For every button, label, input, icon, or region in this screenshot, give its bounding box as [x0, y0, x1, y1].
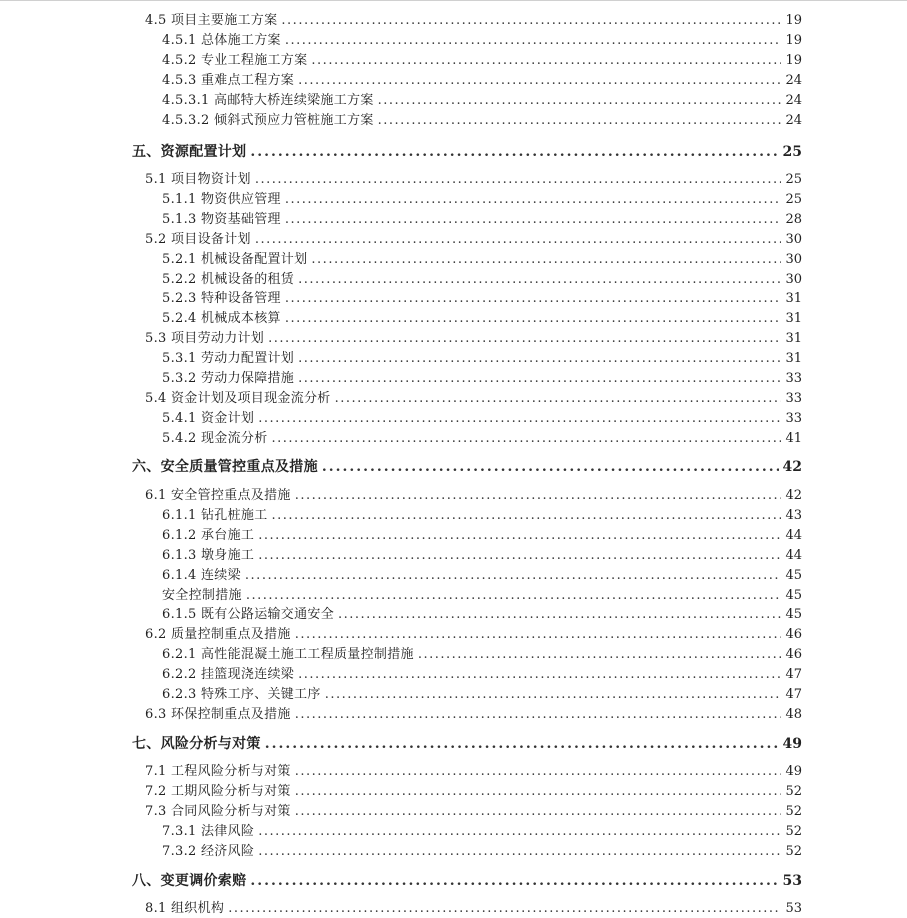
- toc-entry-title: 6.1.2 承台施工: [162, 528, 255, 543]
- toc-entry-page: 25: [785, 172, 802, 187]
- dot-leader: [245, 568, 782, 584]
- toc-entry[interactable]: [162, 431, 802, 447]
- dot-leader: [285, 311, 782, 327]
- toc-entry[interactable]: [162, 252, 802, 268]
- dot-leader: [255, 232, 782, 248]
- dot-leader: [298, 272, 781, 288]
- dot-leader: [311, 252, 781, 268]
- toc-entry-title: 7.2 工期风险分析与对策: [145, 784, 291, 799]
- dot-leader: [258, 824, 781, 840]
- toc-entry-page: 24: [785, 113, 802, 128]
- dot-leader: [258, 528, 781, 544]
- toc-entry[interactable]: [162, 667, 802, 683]
- toc-entry[interactable]: [162, 212, 802, 228]
- dot-leader: [295, 804, 782, 820]
- dot-leader: [281, 13, 781, 29]
- toc-entry-title: 6.2.1 高性能混凝土施工工程质量控制措施: [162, 647, 414, 662]
- dot-leader: [295, 764, 782, 780]
- toc-entry-title: 5.2.3 特种设备管理: [162, 291, 281, 306]
- toc-entry-page: 52: [785, 844, 802, 859]
- toc-entry-page: 31: [785, 311, 802, 326]
- toc-entry[interactable]: [145, 804, 802, 820]
- dot-leader: [285, 212, 782, 228]
- toc-entry[interactable]: [162, 588, 802, 604]
- toc-entry-page: 46: [785, 627, 802, 642]
- dot-leader: [295, 627, 782, 643]
- toc-entry-page: 42: [785, 488, 802, 503]
- toc-entry-title: 4.5.3.1 高邮特大桥连续梁施工方案: [162, 93, 374, 108]
- toc-chapter-title: 五、资源配置计划: [132, 144, 247, 160]
- toc-entry[interactable]: [145, 901, 802, 917]
- toc-entry[interactable]: [162, 113, 802, 129]
- toc-entry[interactable]: [162, 291, 802, 307]
- toc-entry[interactable]: [162, 844, 802, 860]
- toc-entry-page: 44: [785, 548, 802, 563]
- toc-entry-title: 5.1 项目物资计划: [145, 172, 251, 187]
- toc-entry-page: 45: [785, 607, 802, 622]
- toc-chapter-page: 49: [782, 736, 802, 752]
- toc-entry[interactable]: [162, 411, 802, 427]
- dot-leader: [228, 901, 781, 917]
- toc-chapter-title: 六、安全质量管控重点及措施: [132, 459, 318, 475]
- toc-entry-page: 46: [785, 647, 802, 662]
- toc-entry[interactable]: [162, 33, 802, 49]
- toc-entry[interactable]: [162, 548, 802, 564]
- toc-entry-page: 48: [785, 707, 802, 722]
- toc-entry[interactable]: [162, 528, 802, 544]
- toc-entry[interactable]: [145, 707, 802, 723]
- toc-entry-page: 43: [785, 508, 802, 523]
- toc-entry[interactable]: [145, 391, 802, 407]
- toc-entry-title: 5.4.1 资金计划: [162, 411, 255, 426]
- toc-entry[interactable]: [145, 172, 802, 188]
- toc-chapter-title: 八、变更调价索赔: [132, 873, 247, 889]
- dot-leader: [418, 647, 782, 663]
- dot-leader: [378, 113, 782, 129]
- dot-leader: [298, 73, 781, 89]
- toc-entry-title: 5.1.3 物资基础管理: [162, 212, 281, 227]
- toc-entry-title: 4.5.1 总体施工方案: [162, 33, 281, 48]
- toc-entry-title: 6.1.1 钻孔桩施工: [162, 508, 268, 523]
- dot-leader: [378, 93, 782, 109]
- toc-entry-page: 33: [785, 391, 802, 406]
- toc-entry-title: 7.1 工程风险分析与对策: [145, 764, 291, 779]
- toc-entry-page: 30: [785, 232, 802, 247]
- dot-leader: [250, 873, 778, 889]
- dot-leader: [258, 548, 781, 564]
- dot-leader: [322, 459, 779, 475]
- toc-entry-page: 53: [785, 901, 802, 916]
- toc-entry-page: 25: [785, 192, 802, 207]
- toc-entry-page: 31: [785, 331, 802, 346]
- toc-chapter[interactable]: [132, 736, 802, 752]
- toc-entry-title: 7.3.2 经济风险: [162, 844, 255, 859]
- dot-leader: [285, 192, 782, 208]
- toc-entry-page: 47: [785, 687, 802, 702]
- toc-entry-title: 8.1 组织机构: [145, 901, 225, 916]
- toc-entry-title: 7.3.1 法律风险: [162, 824, 255, 839]
- toc-entry-title: 6.2 质量控制重点及措施: [145, 627, 291, 642]
- toc-entry-title: 4.5 项目主要施工方案: [145, 13, 278, 28]
- toc-entry-page: 31: [785, 351, 802, 366]
- toc-entry-title: 6.1.4 连续梁: [162, 568, 241, 583]
- toc-entry-page: 19: [785, 53, 802, 68]
- dot-leader: [258, 844, 781, 860]
- dot-leader: [311, 53, 781, 69]
- toc-entry-page: 41: [785, 431, 802, 446]
- toc-chapter-title: 七、风险分析与对策: [132, 736, 261, 752]
- toc-entry[interactable]: [145, 331, 802, 347]
- toc-chapter-page: 53: [782, 873, 802, 889]
- toc-entry[interactable]: [145, 784, 802, 800]
- toc-entry[interactable]: [145, 627, 802, 643]
- toc-entry-title: 6.2.2 挂篮现浇连续梁: [162, 667, 295, 682]
- toc-entry-page: 49: [785, 764, 802, 779]
- toc-entry-title: 5.2.2 机械设备的租赁: [162, 272, 295, 287]
- toc-entry-title: 5.3.1 劳动力配置计划: [162, 351, 295, 366]
- toc-entry[interactable]: [162, 53, 802, 69]
- toc-entry-page: 45: [785, 568, 802, 583]
- toc-entry-title: 6.1.5 既有公路运输交通安全: [162, 607, 335, 622]
- toc-chapter[interactable]: [132, 873, 802, 889]
- dot-leader: [338, 607, 781, 623]
- toc-chapter[interactable]: [132, 144, 802, 160]
- toc-entry[interactable]: [145, 764, 802, 780]
- toc-entry-page: 19: [785, 33, 802, 48]
- dot-leader: [250, 144, 778, 160]
- dot-leader: [295, 784, 782, 800]
- dot-leader: [295, 488, 782, 504]
- toc-entry-page: 44: [785, 528, 802, 543]
- toc-entry-title: 4.5.2 专业工程施工方案: [162, 53, 308, 68]
- toc-entry-title: 4.5.3.2 倾斜式预应力管桩施工方案: [162, 113, 374, 128]
- toc-entry-title: 6.2.3 特殊工序、关键工序: [162, 687, 321, 702]
- toc-entry[interactable]: [162, 192, 802, 208]
- dot-leader: [325, 687, 782, 703]
- toc-entry-page: 30: [785, 252, 802, 267]
- dot-leader: [272, 508, 782, 524]
- toc-entry[interactable]: [145, 232, 802, 248]
- toc-entry-title: 5.3 项目劳动力计划: [145, 331, 265, 346]
- toc-entry[interactable]: [162, 687, 802, 703]
- dot-leader: [285, 291, 782, 307]
- dot-leader: [258, 411, 781, 427]
- dot-leader: [298, 351, 781, 367]
- toc-entry-title: 安全控制措施: [162, 588, 242, 603]
- toc-entry-page: 45: [785, 588, 802, 603]
- toc-entry-title: 7.3 合同风险分析与对策: [145, 804, 291, 819]
- toc-entry-title: 6.3 环保控制重点及措施: [145, 707, 291, 722]
- dot-leader: [298, 667, 781, 683]
- toc-entry-title: 5.1.1 物资供应管理: [162, 192, 281, 207]
- toc-entry-page: 19: [785, 13, 802, 28]
- toc-entry[interactable]: [162, 508, 802, 524]
- toc-entry[interactable]: [162, 73, 802, 89]
- toc-entry-page: 28: [785, 212, 802, 227]
- toc-entry-title: 5.4.2 现金流分析: [162, 431, 268, 446]
- dot-leader: [272, 431, 782, 447]
- toc-entry-page: 31: [785, 291, 802, 306]
- toc-entry-page: 24: [785, 93, 802, 108]
- toc-entry-page: 52: [785, 784, 802, 799]
- toc-chapter[interactable]: [132, 459, 802, 475]
- toc-entry[interactable]: [162, 371, 802, 387]
- toc-entry-title: 5.2.4 机械成本核算: [162, 311, 281, 326]
- toc-entry[interactable]: [162, 824, 802, 840]
- toc-entry-page: 33: [785, 371, 802, 386]
- toc-entry-page: 52: [785, 824, 802, 839]
- toc-entry[interactable]: [162, 272, 802, 288]
- toc-entry-title: 5.2.1 机械设备配置计划: [162, 252, 308, 267]
- toc-entry-page: 52: [785, 804, 802, 819]
- toc-entry-page: 30: [785, 272, 802, 287]
- toc-chapter-page: 42: [782, 459, 802, 475]
- toc-chapter-page: 25: [782, 144, 802, 160]
- toc-entry[interactable]: [162, 647, 802, 663]
- toc-entry[interactable]: [162, 311, 802, 327]
- toc-entry-page: 47: [785, 667, 802, 682]
- toc-entry-title: 6.1 安全管控重点及措施: [145, 488, 291, 503]
- dot-leader: [265, 736, 779, 752]
- dot-leader: [268, 331, 781, 347]
- dot-leader: [298, 371, 781, 387]
- toc-entry-title: 5.3.2 劳动力保障措施: [162, 371, 295, 386]
- toc-entry-page: 33: [785, 411, 802, 426]
- toc-entry[interactable]: [162, 351, 802, 367]
- toc-entry-page: 24: [785, 73, 802, 88]
- dot-leader: [255, 172, 782, 188]
- toc-entry-title: 5.2 项目设备计划: [145, 232, 251, 247]
- dot-leader: [295, 707, 782, 723]
- toc-entry-title: 4.5.3 重难点工程方案: [162, 73, 295, 88]
- dot-leader: [335, 391, 782, 407]
- dot-leader: [285, 33, 782, 49]
- toc-entry[interactable]: [145, 488, 802, 504]
- toc-entry-title: 5.4 资金计划及项目现金流分析: [145, 391, 331, 406]
- toc-entry[interactable]: [162, 607, 802, 623]
- dot-leader: [246, 588, 782, 604]
- toc-entry[interactable]: [162, 568, 802, 584]
- toc-entry-title: 6.1.3 墩身施工: [162, 548, 255, 563]
- toc-entry[interactable]: [162, 93, 802, 109]
- toc-entry[interactable]: [145, 13, 802, 29]
